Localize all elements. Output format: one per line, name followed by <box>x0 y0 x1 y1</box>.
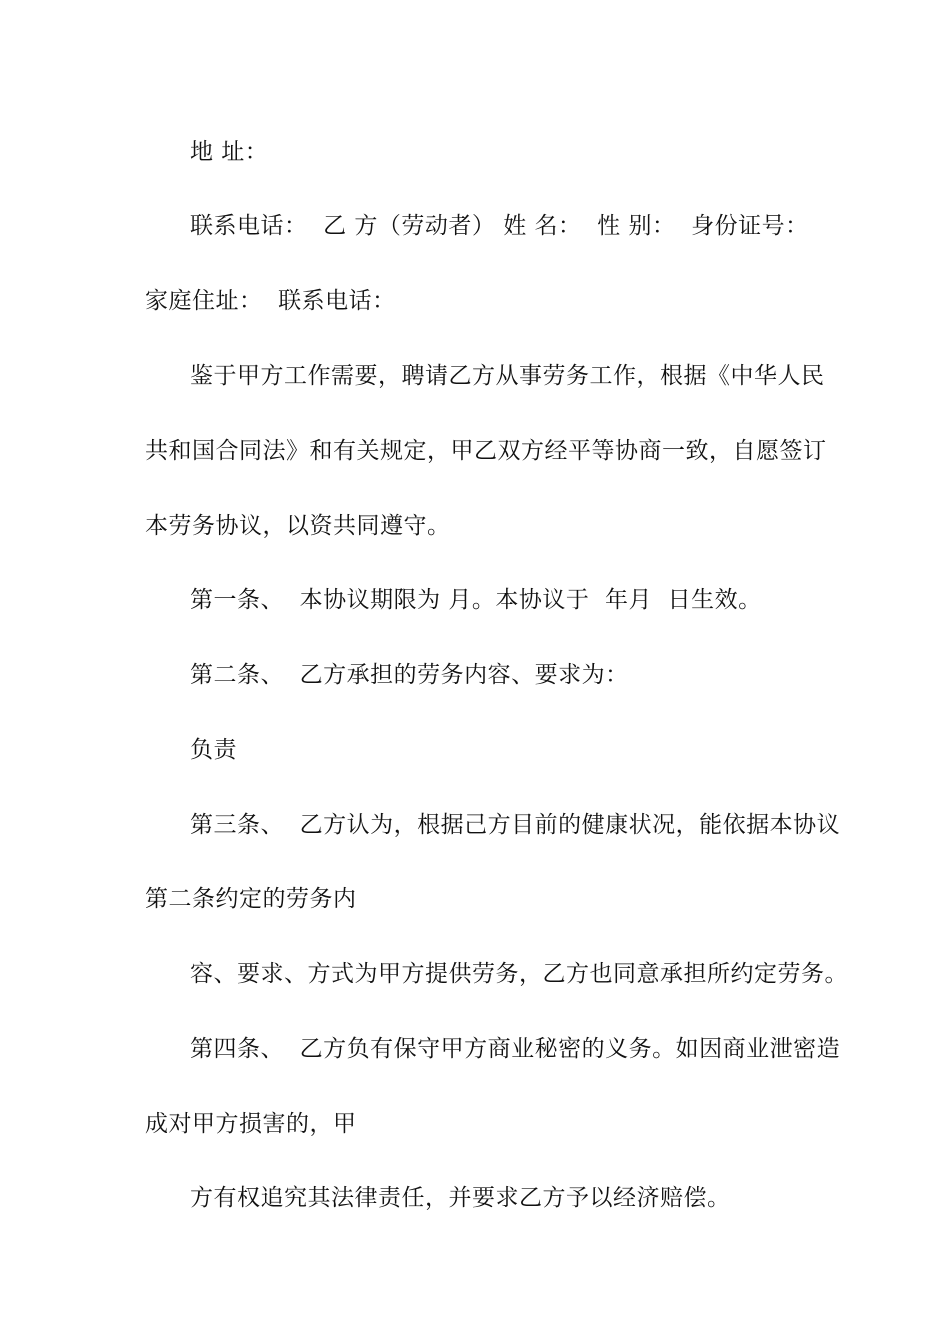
responsibility-line: 负责 <box>190 737 237 763</box>
article-3-line-1: 第三条、 乙方认为，根据己方目前的健康状况，能依据本协议 <box>190 812 841 838</box>
article-4-line-1: 第四条、 乙方负有保守甲方商业秘密的义务。如因商业泄密造 <box>190 1036 841 1062</box>
article-4-line-3: 方有权追究其法律责任，并要求乙方予以经济赔偿。 <box>190 1185 731 1211</box>
preamble-line-1: 鉴于甲方工作需要，聘请乙方从事劳务工作，根据《中华人民 <box>190 363 825 389</box>
article-3-line-3: 容、要求、方式为甲方提供劳务，乙方也同意承担所约定劳务。 <box>190 961 848 987</box>
address-line: 地 址： <box>190 139 269 165</box>
preamble-line-3: 本劳务协议，以资共同遵守。 <box>145 513 451 539</box>
home-address-line: 家庭住址： 联系电话： <box>145 288 396 314</box>
article-2-line: 第二条、 乙方承担的劳务内容、要求为： <box>190 662 629 688</box>
article-4-line-2: 成对甲方损害的，甲 <box>145 1111 357 1137</box>
preamble-line-2: 共和国合同法》和有关规定，甲乙双方经平等协商一致，自愿签订 <box>145 438 827 464</box>
article-3-line-2: 第二条约定的劳务内 <box>145 886 357 912</box>
article-1-line: 第一条、 本协议期限为 月。本协议于 年月 日生效。 <box>190 587 762 613</box>
party-b-info-line: 联系电话： 乙 方（劳动者） 姓 名： 性 别： 身份证号： <box>190 213 809 239</box>
